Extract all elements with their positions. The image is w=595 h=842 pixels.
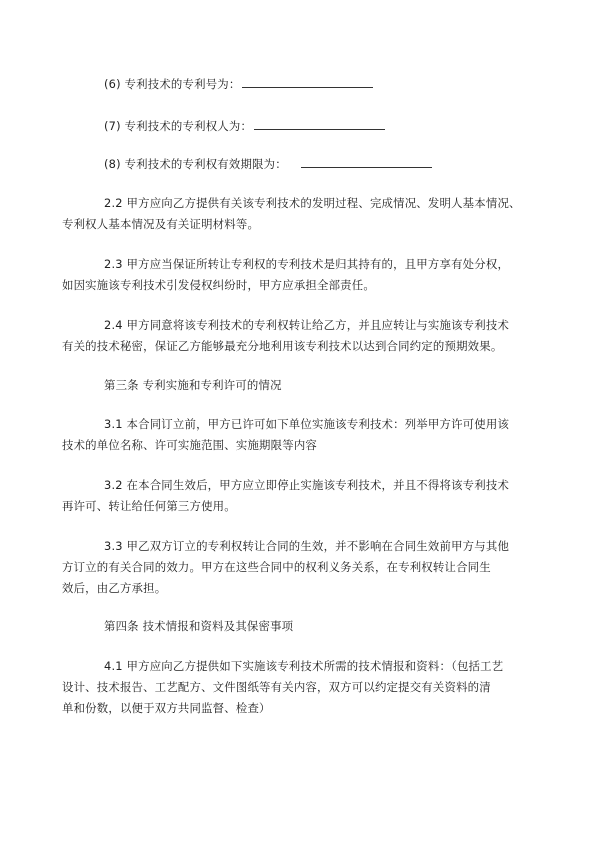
section-4-1-line-3: 单和份数，以便于双方共同监督、检查） (62, 701, 271, 715)
section-3-3-line-1: 3.3 甲乙双方订立的专利权转让合同的生效，并不影响在合同生效前甲方与其他 (104, 539, 510, 553)
section-2-2-line-2: 专利权人基本情况及有关证明材料等。 (62, 217, 260, 231)
section-3-3-line-2: 方订立的有关合同的效力。甲方在这些合同中的权利义务关系，在专利权转让合同生 (62, 560, 491, 574)
item-8-blank[interactable] (301, 156, 432, 168)
section-3-2-line-2: 再许可、转让给任何第三方使用。 (62, 499, 236, 513)
section-3-3-line-3: 效后，由乙方承担。 (62, 581, 167, 595)
section-4-1-line-1: 4.1 甲方应向乙方提供如下实施该专利技术所需的技术情报和资料：（包括工艺 (104, 659, 504, 673)
item-7-label: (7) 专利技术的专利权人为： (104, 119, 253, 133)
article-3-heading: 第三条 专利实施和专利许可的情况 (104, 378, 282, 392)
section-2-2-line-1: 2.2 甲方应向乙方提供有关该专利技术的发明过程、完成情况、发明人基本情况、 (104, 196, 521, 210)
section-2-3-line-1: 2.3 甲方应当保证所转让专利权的专利技术是归其持有的，且甲方享有处分权， (104, 257, 510, 271)
section-2-4-line-1: 2.4 甲方同意将该专利技术的专利权转让给乙方，并且应转让与实施该专利技术 (104, 318, 510, 332)
section-3-1-line-2: 技术的单位名称、许可实施范围、实施期限等内容 (62, 438, 317, 452)
section-3-1-line-1: 3.1 本合同订立前，甲方已许可如下单位实施该专利技术：列举甲方许可使用该 (104, 417, 510, 431)
item-7 (104, 118, 385, 134)
item-7-blank[interactable] (254, 118, 385, 130)
item-6-blank[interactable] (242, 76, 373, 88)
section-2-3-line-2: 如因实施该专利技术引发侵权纠纷时，甲方应承担全部责任。 (62, 278, 375, 292)
item-8 (104, 156, 432, 172)
item-6-label: (6) 专利技术的专利号为： (104, 77, 241, 91)
item-8-label: (8) 专利技术的专利权有效期限为： (104, 157, 287, 171)
section-4-1-line-2: 设计、技术报告、工艺配方、文件图纸等有关内容，双方可以约定提交有关资料的清 (62, 680, 491, 694)
article-4-heading: 第四条 技术情报和资料及其保密事项 (104, 619, 294, 633)
section-2-4-line-2: 有关的技术秘密，保证乙方能够最充分地利用该专利技术以达到合同约定的预期效果。 (62, 339, 503, 353)
item-6 (104, 76, 373, 92)
section-3-2-line-1: 3.2 在本合同生效后，甲方应立即停止实施该专利技术，并且不得将该专利技术 (104, 478, 510, 492)
